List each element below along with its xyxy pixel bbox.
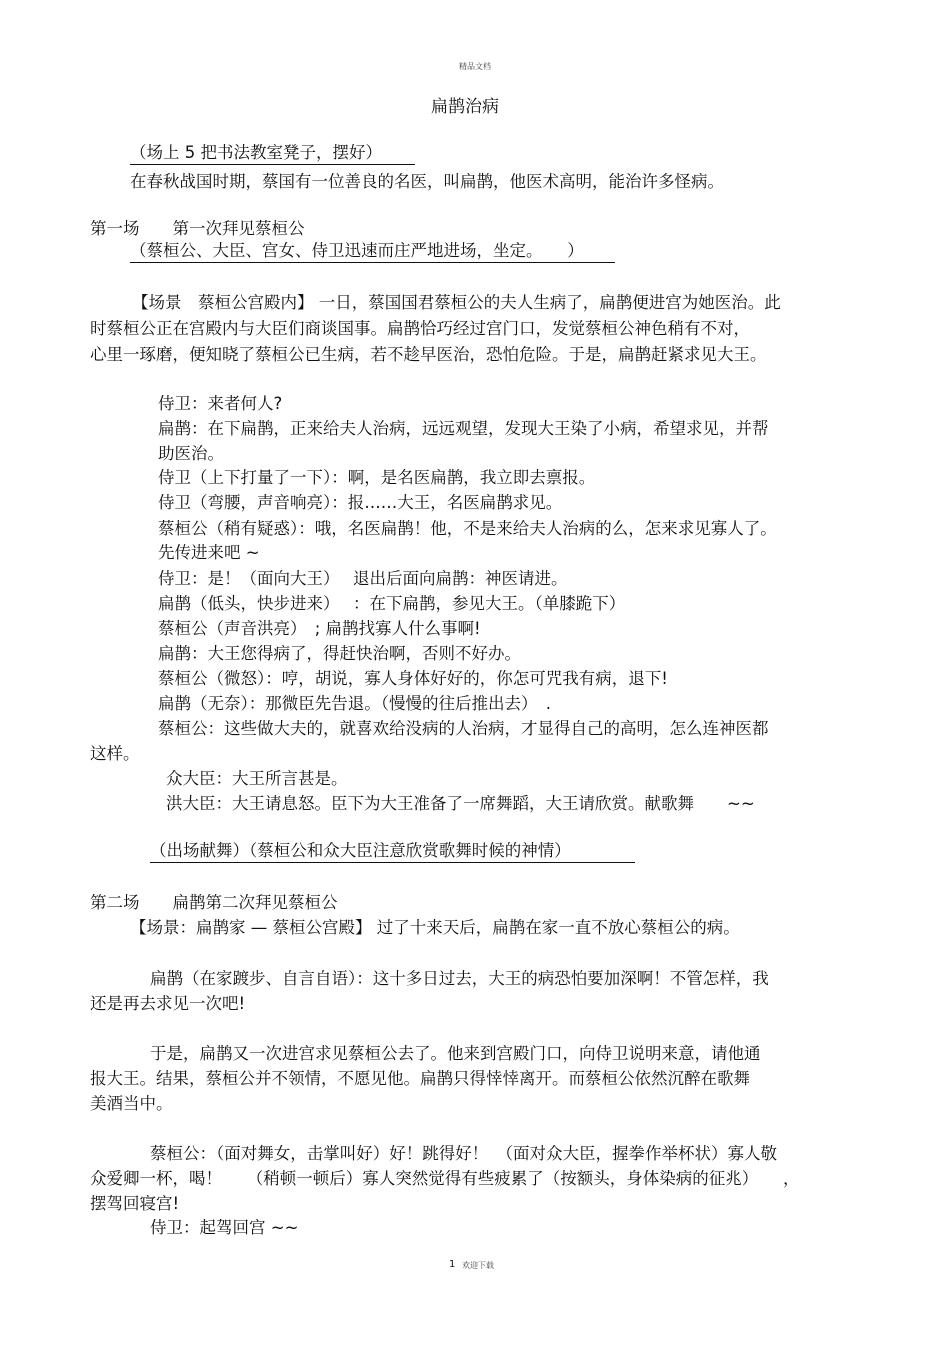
scene2-king-line: 摆驾回寝宫! <box>90 1194 180 1213</box>
header-tag: 精品文档 <box>459 62 491 71</box>
footer-tag: 欢迎下载 <box>462 1261 494 1270</box>
scene1-closing-note: （出场献舞）（蔡桓公和众大臣注意欣赏歌舞时候的神情） <box>150 841 635 863</box>
dialogue-line: 助医治。 <box>158 444 224 463</box>
scene2-narration-line: 于是，扁鹊又一次进宫求见蔡桓公去了。他来到宫殿门口，向侍卫说明来意，请他通 <box>150 1044 761 1063</box>
scene2-setting: 【场景：扁鹊家 — 蔡桓公宫殿】 过了十来天后，扁鹊在家一直不放心蔡桓公的病。 <box>130 918 740 937</box>
scene2-bianque-line: 扁鹊（在家踱步、自言自语）：这十多日过去，大王的病恐怕要加深啊！不管怎样，我 <box>150 969 769 988</box>
minister-line: 众大臣：大王所言甚是。 <box>166 769 348 788</box>
page-number: 1 <box>449 1259 456 1270</box>
intro-stage-note: （场上 5 把书法教室凳子，摆好） <box>130 143 415 165</box>
scene1-stage-note: （蔡桓公、大臣、宫女、侍卫迅速而庄严地进场，坐定。 ） <box>130 241 615 263</box>
dialogue-line: 侍卫（弯腰，声音响亮）：报……大王，名医扁鹊求见。 <box>158 493 563 512</box>
dialogue-line: 蔡桓公（微怒）：哼，胡说，寡人身体好好的，你怎可咒我有病，退下! <box>158 669 668 688</box>
dialogue-line: 这样。 <box>90 744 140 763</box>
scene1-narration-line: 心里一琢磨，便知晓了蔡桓公已生病，若不趁早医治，恐怕危险。于是，扁鹊赶紧求见大王。 <box>90 345 767 364</box>
dialogue-line: 侍卫：是！（面向大王） 退出后面向扁鹊：神医请进。 <box>158 569 568 588</box>
scene1-narration-line: 【场景 蔡桓公宫殿内】 一日，蔡国国君蔡桓公的夫人生病了，扁鹊便进宫为她医治。此 <box>132 293 781 312</box>
dialogue-line: 蔡桓公：这些做大夫的，就喜欢给没病的人治病，才显得自己的高明，怎么连神医都 <box>158 719 769 738</box>
scene1-heading: 第一场 第一次拜见蔡桓公 <box>90 219 305 238</box>
scene2-guard-line: 侍卫：起驾回宫 ~~ <box>150 1218 299 1237</box>
dialogue-line: 扁鹊：大王您得病了，得赶快治啊，否则不好办。 <box>158 644 521 663</box>
intro-narration: 在春秋战国时期，蔡国有一位善良的名医，叫扁鹊，他医术高明，能治许多怪病。 <box>130 172 724 191</box>
dialogue-line: 扁鹊：在下扁鹊，正来给夫人治病，远远观望，发现大王染了小病，希望求见，并帮 <box>158 419 769 438</box>
scene1-narration-line: 时蔡桓公正在宫殿内与大臣们商谈国事。扁鹊恰巧经过宫门口，发觉蔡桓公神色稍有不对， <box>90 319 750 338</box>
scene2-bianque-line: 还是再去求见一次吧! <box>90 994 246 1013</box>
dialogue-line: 侍卫（上下打量了一下）：啊，是名医扁鹊，我立即去禀报。 <box>158 468 596 487</box>
scene2-king-line: 众爱卿一杯，喝！ （稍顿一顿后）寡人突然觉得有些疲累了（按额头，身体染病的征兆） ， <box>90 1169 800 1188</box>
dialogue-line: 先传进来吧 ~ <box>158 543 260 562</box>
dialogue-line: 扁鹊（无奈）：那微臣先告退。（慢慢的往后推出去） . <box>158 694 551 713</box>
scene2-king-line: 蔡桓公：（面对舞女，击掌叫好）好！跳得好！ （面对众大臣，握拳作举杯状）寡人敬 <box>150 1144 777 1163</box>
dialogue-line: 扁鹊（低头，快步进来） ：在下扁鹊，参见大王。（单膝跪下） <box>158 594 626 613</box>
dialogue-line: 蔡桓公（声音洪亮） ; 扁鹊找寡人什么事啊! <box>158 619 481 638</box>
page-title: 扁鹊治病 <box>431 97 499 117</box>
dialogue-line: 蔡桓公（稍有疑惑）：哦，名医扁鹊！他，不是来给夫人治病的么，怎来求见寡人了。 <box>158 519 777 538</box>
minister-line: 洪大臣：大王请息怒。臣下为大王准备了一席舞蹈，大王请欣赏。献歌舞 ~~ <box>166 794 755 813</box>
dialogue-line: 侍卫：来者何人? <box>158 394 283 413</box>
scene2-narration-line: 报大王。结果，蔡桓公并不领情，不愿见他。扁鹊只得悻悻离开。而蔡桓公依然沉醉在歌舞 <box>90 1069 750 1088</box>
scene2-heading: 第二场 扁鹊第二次拜见蔡桓公 <box>90 893 338 912</box>
scene2-narration-line: 美酒当中。 <box>90 1094 173 1113</box>
